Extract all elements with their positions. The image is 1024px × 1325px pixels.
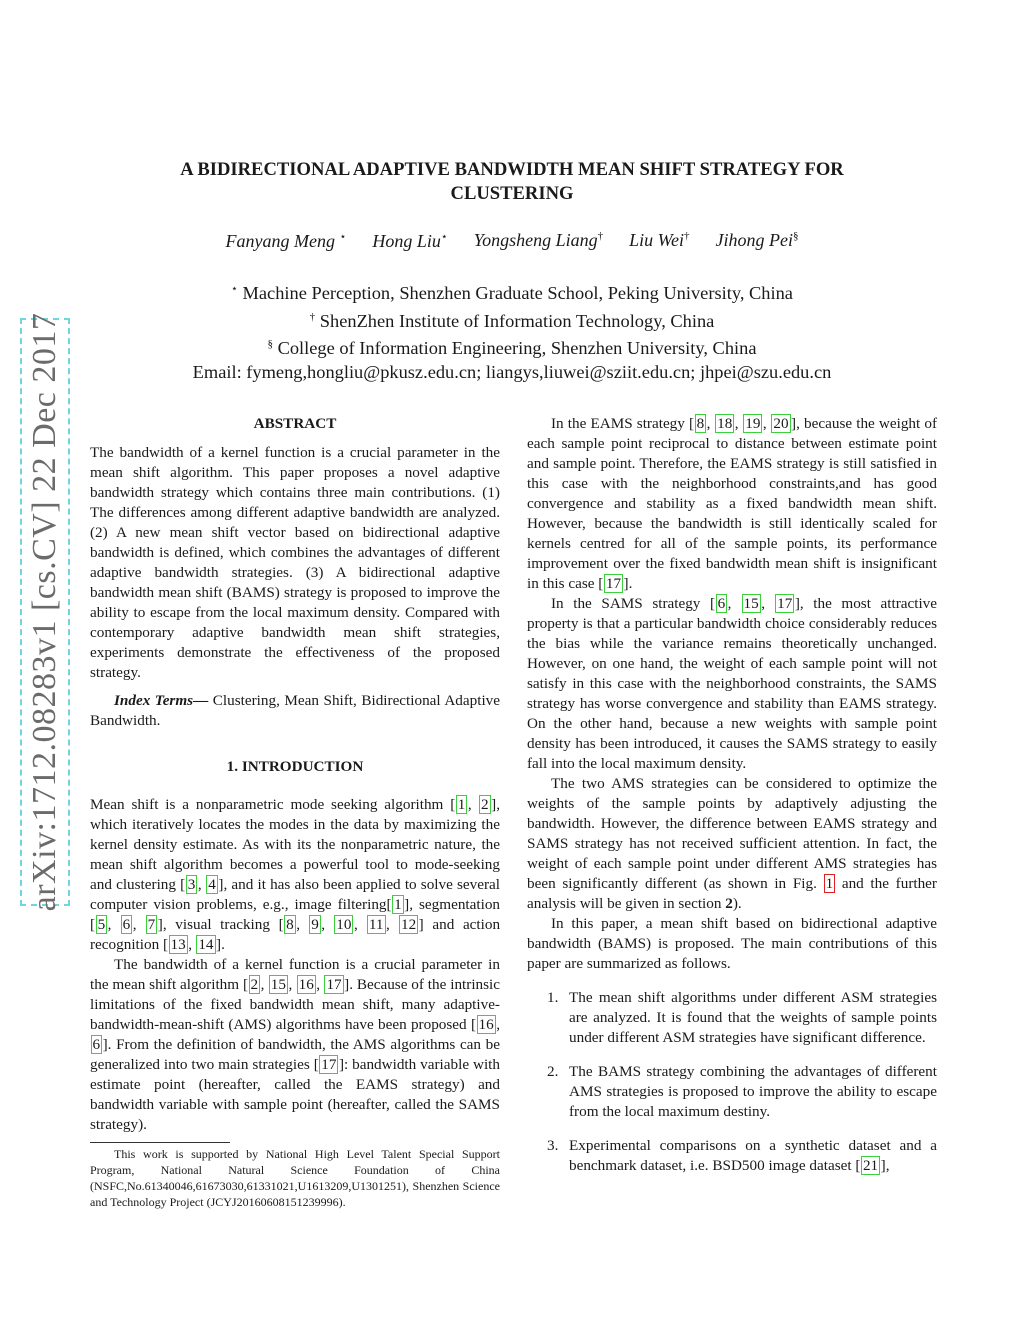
affiliation: ⋆ Machine Perception, Shenzhen Graduate School, Peking University, China xyxy=(231,283,793,304)
affiliation: § College of Information Engineering, Shenzhen University, China xyxy=(267,338,757,359)
footnote-rule xyxy=(90,1142,230,1143)
citation-link[interactable]: 19 xyxy=(745,415,761,432)
citation-link[interactable]: 5 xyxy=(97,916,106,933)
citation-link[interactable]: 6 xyxy=(92,1036,101,1053)
arxiv-identifier-stamp xyxy=(20,312,70,912)
abstract-text: The bandwidth of a kernel function is a crucial parameter in the mean shift algorithm. This paper proposes a novel adaptive bandwidth strategy which contains three main contributions. (1) The differences among different adaptive bandwidth are analyzed. (2) A new mean shift vector based on bidirectional adaptive bandwidth is defined, which combines the advantages of different adaptive bandwidth strategies. (3) A bidirectional adaptive bandwidth mean shift (BAMS) strategy is proposed to improve the ability to escape from the local maximum density. Compared with contemporary adaptive bandwidth mean shift strategies, experiments demonstrate the effectiveness of the proposed strategy. xyxy=(90,444,500,681)
citation-link[interactable]: 1 xyxy=(394,896,402,913)
introduction-heading: 1. INTRODUCTION xyxy=(226,758,364,775)
list-item: 2. The BAMS strategy combining the advantages of different AMS strategies is proposed to improve the ability to escape from the local maximum destiny. xyxy=(547,1063,937,1120)
citation-link[interactable]: 10 xyxy=(336,916,352,933)
funding-footnote: This work is supported by National High Level Talent Special Support Program, National Natural Science Foundation of China (NSFC,No.61340046,61673030,61331021,U1613209,U1301251), Shenzhen Science and Technology Project (JCYJ20160608151239996). xyxy=(90,1147,500,1209)
citation-link[interactable]: 4 xyxy=(208,876,216,893)
citation-link[interactable]: 16 xyxy=(298,976,314,993)
citation-link[interactable]: 9 xyxy=(311,916,319,933)
citation-link[interactable]: 13 xyxy=(170,936,186,953)
citation-link[interactable]: 18 xyxy=(717,415,733,432)
citation-link[interactable]: 17 xyxy=(326,976,342,993)
citation-link[interactable]: 15 xyxy=(743,595,759,612)
email-line: Email: fymeng,hongliu@pkusz.edu.cn; liangys,liuwei@sziit.edu.cn; jhpei@szu.edu.cn xyxy=(192,362,832,383)
intro-paragraph-2: The bandwidth of a kernel function is a crucial parameter in the mean shift algorithm [ 2 , 15 , 16 , 17 ]. Because of the intrinsic limitations of the fixed bandwidth mean shift, many adaptive-bandwidth-mean-shift (AMS) algorithms have been proposed [ 16 , 6 ]. From the definition of bandwidth, the AMS algorithms can be generalized into two main strategies [ 17 ]: bandwidth variable with estimate point (hereafter, called the EAMS strategy) and bandwidth variable with sample point (hereafter, called the SAMS strategy). xyxy=(90,956,500,1133)
citation-link[interactable]: 8 xyxy=(696,415,705,432)
citation-link[interactable]: 1 xyxy=(457,796,466,813)
citation-link[interactable]: 12 xyxy=(400,916,417,933)
title-line-2: CLUSTERING xyxy=(450,183,574,204)
intro-paragraph-1: Mean shift is a nonparametric mode seeking algorithm [ 1 , 2 ], which iteratively locates the modes in the data by maximizing the kernel density estimate. As with its the nonparametric nature, the mean shift algorithm becomes a powerful tool to mode-seeking and clustering [ 3 , 4 ], and it has also been applied to solve several computer vision problems, e.g., image filtering[ 1 ], segmentation [ 5 , 6 , 7 ], visual tracking [ 8 , 9 , 10 , 11 , 12 ] and action recognition [ 13 , 14 ]. xyxy=(90,796,501,953)
author: Hong Liu⋆ xyxy=(372,231,448,251)
eams-paragraph: In the EAMS strategy [ 8 , 18 , 19 , 20 ], because the weight of each sample point reciprocal to distance between estimate point and sample point. Therefore, the EAMS strategy is still satisfied in this case with the neighborhood constraints,and has good convergence and stability as a fixed bandwidth mean shift. However, because the bandwidth is still identically scaled for kernels centred for all of the sample points, its performance improvement over the fixed bandwidth mean shift is insignificant in this case [ 17 ]. xyxy=(527,415,938,592)
figure-reference-link[interactable]: 1 xyxy=(825,875,834,892)
citation-link[interactable]: 20 xyxy=(773,415,789,432)
abstract-heading: ABSTRACT xyxy=(253,415,337,432)
list-item: 1. The mean shift algorithms under different ASM strategies are analyzed. It is found that the weights of sample points under different ASM strategies have significant difference. xyxy=(547,989,937,1046)
sams-paragraph: In the SAMS strategy [ 6 , 15 , 17 ], the most attractive property is that a particular bandwidth choice considerably reduces the bias while the variance remains theoretically unchanged. However, on one hand, the weight of each sample point will not satisfy in this case with the neighborhood constraints, the SAMS strategy has worse convergence and stability than EAMS strategy. On the other hand, because a new weights with sample point density has been introduced, it causes the SAMS strategy to easily fall into the local maximum density. xyxy=(527,595,938,772)
list-item: 3. Experimental comparisons on a synthetic dataset and a benchmark dataset, i.e. BSD500 image dataset [ 21 ], xyxy=(547,1137,937,1174)
citation-link[interactable]: 11 xyxy=(368,916,384,933)
citation-link[interactable]: 16 xyxy=(478,1016,494,1033)
citation-link[interactable]: 17 xyxy=(605,575,622,592)
author: Jihong Pei§ xyxy=(715,230,799,250)
title-line-1: A BIDIRECTIONAL ADAPTIVE BANDWIDTH MEAN SHIFT STRATEGY FOR xyxy=(180,159,844,180)
citation-link[interactable]: 7 xyxy=(147,916,156,933)
index-terms: Index Terms— Clustering, Mean Shift, Bidirectional Adaptive Bandwidth. xyxy=(90,692,500,729)
citation-link[interactable]: 2 xyxy=(481,796,489,813)
section-reference: 2 xyxy=(725,895,733,912)
difference-paragraph: The two AMS strategies can be considered to optimize the weights of the sample points by adaptively adjusting the bandwidth. However, the difference between EAMS strategy and SAMS strategy has not received sufficient attention. In fact, the weight of each sample point under different AMS strategies has been significantly different (as shown in Fig. 1 and the further analysis will be given in section 2). xyxy=(527,775,937,912)
citation-link[interactable]: 17 xyxy=(777,595,793,612)
citation-link[interactable]: 21 xyxy=(862,1157,879,1174)
author: Liu Wei† xyxy=(629,230,690,250)
citation-link[interactable]: 2 xyxy=(250,976,259,993)
citation-link[interactable]: 14 xyxy=(198,936,214,953)
contribution-list xyxy=(527,988,937,1176)
citation-link[interactable]: 6 xyxy=(717,595,726,612)
citation-link[interactable]: 17 xyxy=(321,1056,337,1073)
citation-link[interactable]: 8 xyxy=(286,916,294,933)
paper-title xyxy=(120,158,904,206)
author-list xyxy=(120,230,904,252)
bams-intro-paragraph: In this paper, a mean shift based on bidirectional adaptive bandwidth (BAMS) is proposed. The main contributions of this paper are summarized as follows. xyxy=(527,915,937,972)
author: Yongsheng Liang† xyxy=(473,230,604,250)
citation-link[interactable]: 15 xyxy=(270,976,286,993)
left-column xyxy=(90,414,500,1135)
citation-link[interactable]: 3 xyxy=(187,876,196,893)
right-column xyxy=(527,414,937,1190)
citation-link[interactable]: 6 xyxy=(122,916,131,933)
affiliation: † ShenZhen Institute of Information Technology, China xyxy=(309,310,715,331)
author: Fanyang Meng ⋆ xyxy=(225,231,347,251)
arxiv-identifier: arXiv:1712.08283v1 [cs.CV] 22 Dec 2017 xyxy=(26,312,63,912)
affiliations xyxy=(120,278,904,385)
